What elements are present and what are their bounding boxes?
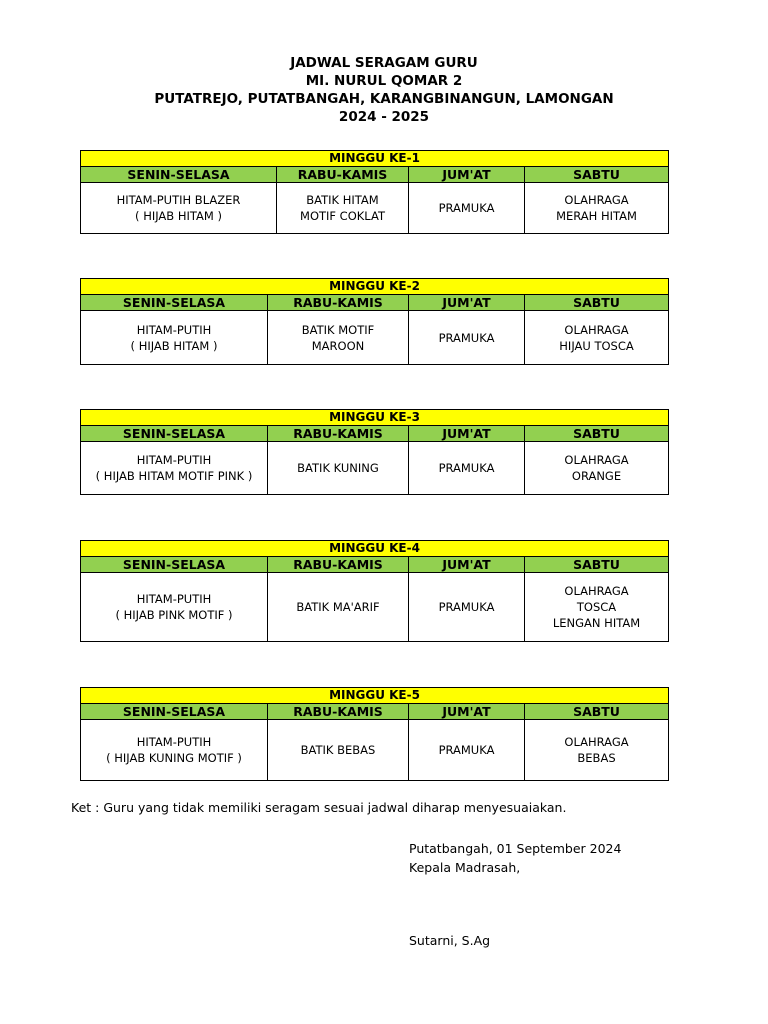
signature-place-date: Putatbangah, 01 September 2024 <box>409 841 622 856</box>
column-header-rabu-kamis: RABU-KAMIS <box>268 426 409 442</box>
cell-line: BEBAS <box>577 751 616 765</box>
column-header-rabu-kamis: RABU-KAMIS <box>268 295 409 311</box>
cell-rabu-kamis <box>268 720 409 781</box>
cell-sabtu <box>525 311 669 365</box>
week-title: MINGGU KE-5 <box>81 688 669 704</box>
footnote: Ket : Guru yang tidak memiliki seragam sesuai jadwal diharap menyesuaiakan. <box>71 800 567 815</box>
column-header-senin-selasa: SENIN-SELASA <box>81 426 268 442</box>
header-address: PUTATREJO, PUTATBANGAH, KARANGBINANGUN, LAMONGAN <box>154 91 614 107</box>
cell-rabu-kamis <box>268 311 409 365</box>
cell-line: HITAM-PUTIH BLAZER <box>116 193 241 207</box>
cell-senin-selasa <box>81 442 268 495</box>
cell-line: LENGAN HITAM <box>552 616 641 630</box>
column-header-rabu-kamis: RABU-KAMIS <box>268 557 409 573</box>
cell-line: HITAM-PUTIH <box>136 592 212 606</box>
signature-position: Kepala Madrasah, <box>409 860 521 875</box>
cell-line: HITAM-PUTIH <box>136 322 212 337</box>
cell-line: ( HIJAB HITAM ) <box>135 209 222 223</box>
cell-line: OLAHRAGA <box>564 453 629 467</box>
column-header-jumat: JUM'AT <box>409 295 525 311</box>
cell-line: HITAM-PUTIH <box>136 453 212 467</box>
week-title: MINGGU KE-1 <box>81 151 669 167</box>
week-title: MINGGU KE-2 <box>81 279 669 295</box>
cell-rabu-kamis <box>268 573 409 642</box>
week-table-4 <box>80 540 669 642</box>
cell-line: BATIK MA'ARIF <box>296 600 380 614</box>
cell-line: PRAMUKA <box>438 461 495 475</box>
cell-sabtu <box>525 183 669 234</box>
cell-line: ( HIJAB HITAM ) <box>130 338 218 353</box>
cell-line: PRAMUKA <box>438 743 495 757</box>
cell-line: BATIK HITAM <box>306 193 379 207</box>
cell-line: OLAHRAGA <box>564 322 629 337</box>
column-header-jumat: JUM'AT <box>409 426 525 442</box>
cell-line: HIJAU TOSCA <box>559 338 634 353</box>
cell-jumat <box>409 311 525 365</box>
cell-senin-selasa <box>81 311 268 365</box>
cell-rabu-kamis <box>268 442 409 495</box>
week-title: MINGGU KE-3 <box>81 410 669 426</box>
column-header-senin-selasa: SENIN-SELASA <box>81 557 268 573</box>
cell-senin-selasa <box>81 573 268 642</box>
column-header-jumat: JUM'AT <box>409 167 525 183</box>
cell-sabtu <box>525 720 669 781</box>
column-header-rabu-kamis: RABU-KAMIS <box>277 167 409 183</box>
cell-line: ( HIJAB KUNING MOTIF ) <box>106 751 242 765</box>
cell-line: MOTIF COKLAT <box>300 209 385 223</box>
column-header-sabtu: SABTU <box>525 167 669 183</box>
cell-line: TOSCA <box>576 600 617 614</box>
column-header-senin-selasa: SENIN-SELASA <box>81 167 277 183</box>
cell-line: PRAMUKA <box>438 201 495 215</box>
cell-line: ( HIJAB PINK MOTIF ) <box>115 608 233 622</box>
column-header-sabtu: SABTU <box>525 426 669 442</box>
week-table-3 <box>80 409 669 495</box>
cell-line: PRAMUKA <box>438 330 495 345</box>
cell-senin-selasa <box>81 183 277 234</box>
column-header-senin-selasa: SENIN-SELASA <box>81 295 268 311</box>
week-table-1 <box>80 150 669 234</box>
cell-line: MERAH HITAM <box>556 209 637 223</box>
cell-line: BATIK KUNING <box>297 461 379 475</box>
cell-jumat <box>409 183 525 234</box>
cell-line: ( HIJAB HITAM MOTIF PINK ) <box>95 469 253 483</box>
cell-line: ORANGE <box>571 469 622 483</box>
cell-senin-selasa <box>81 720 268 781</box>
header-academic-year: 2024 - 2025 <box>338 109 430 125</box>
cell-jumat <box>409 573 525 642</box>
column-header-jumat: JUM'AT <box>409 704 525 720</box>
cell-line: PRAMUKA <box>438 600 495 614</box>
column-header-sabtu: SABTU <box>525 295 669 311</box>
column-header-jumat: JUM'AT <box>409 557 525 573</box>
cell-line: BATIK MOTIF <box>301 322 375 337</box>
week-table-2 <box>80 278 669 365</box>
cell-jumat <box>409 442 525 495</box>
cell-sabtu <box>525 573 669 642</box>
week-title: MINGGU KE-4 <box>81 541 669 557</box>
cell-line: OLAHRAGA <box>564 193 629 207</box>
column-header-sabtu: SABTU <box>525 704 669 720</box>
cell-jumat <box>409 720 525 781</box>
cell-line: HITAM-PUTIH <box>136 735 212 749</box>
cell-line: BATIK BEBAS <box>300 743 376 757</box>
cell-rabu-kamis <box>277 183 409 234</box>
column-header-sabtu: SABTU <box>525 557 669 573</box>
cell-line: MAROON <box>311 338 365 353</box>
document-header <box>0 54 768 126</box>
cell-line: OLAHRAGA <box>564 735 629 749</box>
column-header-senin-selasa: SENIN-SELASA <box>81 704 268 720</box>
signature-name: Sutarni, S.Ag <box>409 933 491 948</box>
column-header-rabu-kamis: RABU-KAMIS <box>268 704 409 720</box>
header-title: JADWAL SERAGAM GURU <box>290 55 478 71</box>
cell-sabtu <box>525 442 669 495</box>
header-school-name: MI. NURUL QOMAR 2 <box>305 73 463 89</box>
week-table-5 <box>80 687 669 781</box>
cell-line: OLAHRAGA <box>564 584 629 598</box>
